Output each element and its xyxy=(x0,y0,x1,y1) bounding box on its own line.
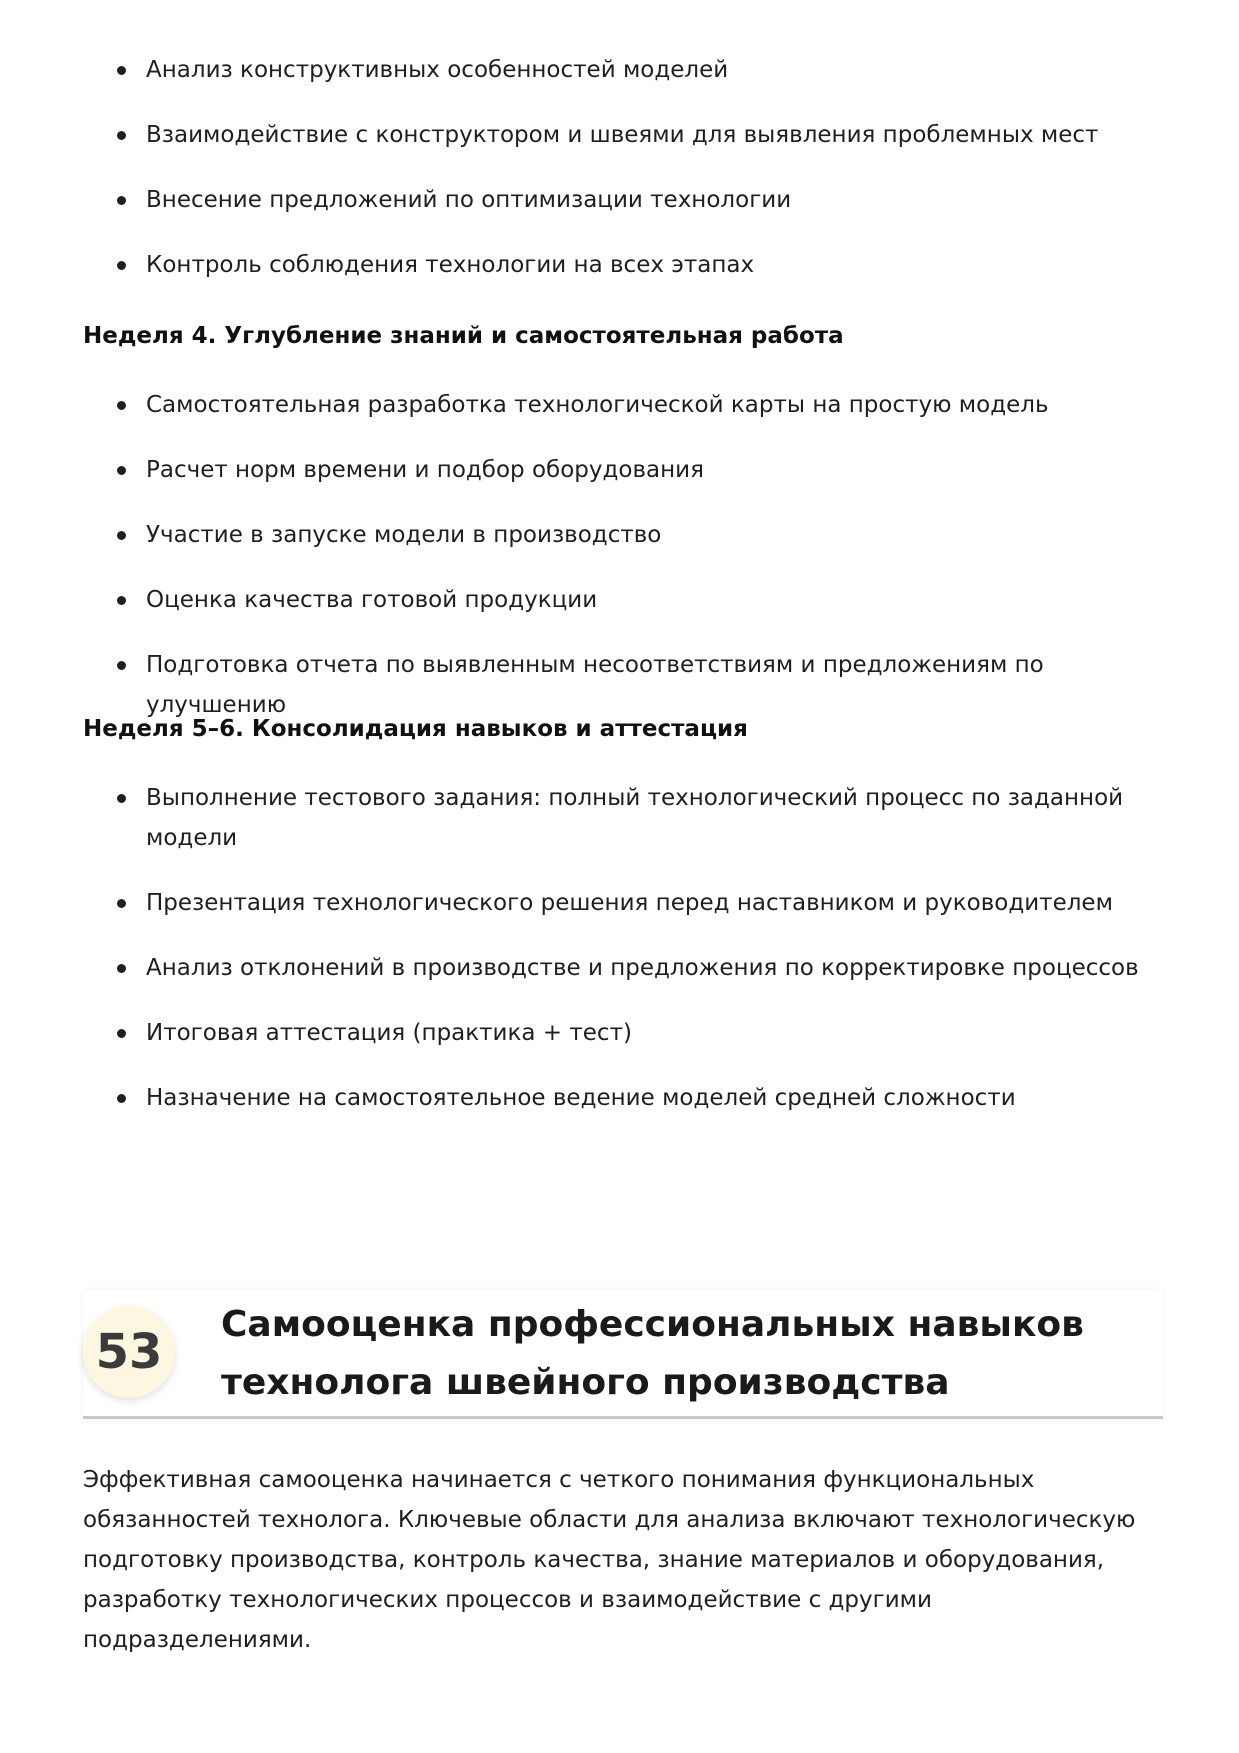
list-item-text: Подготовка отчета по выявленным несоответствиям и предложениям по улучшению xyxy=(146,652,1044,718)
list-item xyxy=(0,450,1239,490)
list-item xyxy=(0,948,1239,988)
week-4-heading: Неделя 4. Углубление знаний и самостоятельная работа xyxy=(83,323,844,349)
list-item-text: Взаимодействие с конструктором и швеями для выявления проблемных мест xyxy=(146,122,1099,148)
bullet-icon xyxy=(117,66,126,75)
bullet-icon xyxy=(117,661,126,670)
list-item-text: Внесение предложений по оптимизации технологии xyxy=(146,187,792,213)
list-item-text: Самостоятельная разработка технологической карты на простую модель xyxy=(146,392,1049,418)
list-item-text: Участие в запуске модели в производство xyxy=(146,522,662,548)
bullet-icon xyxy=(117,794,126,803)
list-item xyxy=(0,580,1239,620)
list-item xyxy=(0,115,1239,155)
section-number-badge: 53 xyxy=(83,1306,175,1398)
list-item-text: Расчет норм времени и подбор оборудования xyxy=(146,457,704,483)
bullet-icon xyxy=(117,131,126,140)
list-item xyxy=(0,180,1239,220)
bullet-list-week-4 xyxy=(0,385,1239,750)
bullet-icon xyxy=(117,196,126,205)
list-item-text: Оценка качества готовой продукции xyxy=(146,587,598,613)
bullet-icon xyxy=(117,899,126,908)
list-item xyxy=(0,883,1239,923)
list-item xyxy=(0,50,1239,90)
bullet-list-top xyxy=(0,50,1239,310)
bullet-icon xyxy=(117,466,126,475)
list-item xyxy=(0,1013,1239,1053)
bullet-list-week-5-6 xyxy=(0,778,1239,1143)
list-item-text: Итоговая аттестация (практика + тест) xyxy=(146,1020,632,1046)
bullet-icon xyxy=(117,261,126,270)
week-5-6-heading: Неделя 5–6. Консолидация навыков и аттестация xyxy=(83,716,748,742)
section-title-line-1: Самооценка профессиональных навыков xyxy=(221,1304,1084,1345)
bullet-icon xyxy=(117,1029,126,1038)
bullet-icon xyxy=(117,531,126,540)
bullet-icon xyxy=(117,596,126,605)
section-header xyxy=(83,1290,1163,1419)
list-item xyxy=(0,245,1239,285)
bullet-icon xyxy=(117,401,126,410)
list-item xyxy=(0,515,1239,555)
bullet-icon xyxy=(117,1094,126,1103)
list-item xyxy=(0,778,1239,858)
section-intro-paragraph: Эффективная самооценка начинается с четкого понимания функциональных обязанностей технолога. Ключевые области для анализа включают технологическую подготовку производства, контроль качества, знание материалов и оборудования, разработку технологических процессов и взаимодействие с другими подразделениями. xyxy=(83,1467,1136,1653)
bullet-icon xyxy=(117,964,126,973)
section-title-line-2: технолога швейного производства xyxy=(221,1362,950,1403)
list-item xyxy=(0,1078,1239,1118)
list-item-text: Выполнение тестового задания: полный технологический процесс по заданной модели xyxy=(146,785,1124,851)
list-item-text: Контроль соблюдения технологии на всех этапах xyxy=(146,252,755,278)
list-item-text: Анализ конструктивных особенностей моделей xyxy=(146,57,729,83)
list-item-text: Анализ отклонений в производстве и предложения по корректировке процессов xyxy=(146,955,1139,981)
list-item-text: Назначение на самостоятельное ведение моделей средней сложности xyxy=(146,1085,1016,1111)
list-item xyxy=(0,385,1239,425)
section-title xyxy=(221,1296,1121,1412)
list-item-text: Презентация технологического решения перед наставником и руководителем xyxy=(146,890,1113,916)
